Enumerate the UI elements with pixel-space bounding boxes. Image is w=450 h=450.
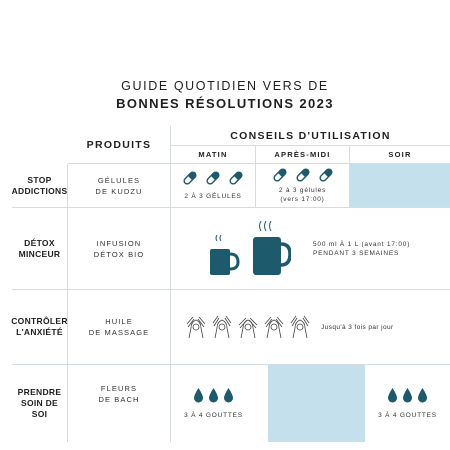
massage-hand-icon (211, 314, 233, 340)
row-label-line: PRENDRE (17, 387, 62, 397)
header-matin (171, 146, 256, 164)
dose-note: 2 à 3 gélules (278, 187, 327, 194)
mug-icon (251, 221, 291, 277)
drop-icon (208, 388, 219, 403)
drop-icon (387, 388, 398, 403)
product-infusion (68, 208, 171, 290)
product-line: DE KUDZU (95, 186, 143, 196)
capsule-icon (318, 167, 334, 183)
dose-note: 3 À 4 GOUTTES (184, 411, 243, 419)
cell-addictions-soir-empty (350, 164, 450, 208)
title-line-1: GUIDE QUOTIDIEN VERS DE (121, 79, 329, 93)
cell-anxiete-conseils (171, 290, 450, 365)
header-apres-midi (256, 146, 350, 164)
mug-icon (207, 235, 241, 277)
header-produits (68, 126, 171, 164)
massage-hand-icon (263, 314, 285, 340)
cell-detox-conseils (171, 208, 450, 290)
header-soir (350, 146, 450, 164)
product-kudzu (68, 164, 171, 208)
capsule-icon (272, 167, 288, 183)
dose-note: PENDANT 3 SEMAINES (313, 249, 400, 257)
drop-icon (402, 388, 413, 403)
dose-note: 3 À 4 GOUTTES (378, 411, 437, 419)
row-label-line: STOP (27, 174, 52, 185)
capsule-icon (182, 170, 198, 186)
massage-hand-icon (237, 314, 259, 340)
row-label-soin (12, 365, 68, 442)
header-conseils (171, 126, 450, 146)
row-label-line: MINCEUR (18, 248, 61, 259)
dose-note: 2 À 3 GÉLULES (184, 193, 242, 200)
cell-addictions-apres-midi (256, 164, 350, 208)
cell-addictions-matin (171, 164, 256, 208)
product-line: GÉLULES (97, 175, 141, 185)
dose-note: 500 ml À 1 L (avant 17:00) (313, 240, 411, 248)
title-line-2: BONNES RÉSOLUTIONS 2023 (116, 96, 334, 111)
product-line: DE BACH (98, 395, 140, 404)
product-line: HUILE (105, 317, 133, 326)
row-label-line: DÉTOX (24, 237, 55, 248)
cell-soin-matin (171, 365, 256, 442)
product-huile (68, 290, 171, 365)
dose-note: Jusqu'à 3 fois par jour (321, 323, 394, 331)
drop-icon (417, 388, 428, 403)
massage-hand-icon (289, 314, 311, 340)
dose-note: (vers 17:00) (280, 196, 325, 203)
header-soir-label: SOIR (388, 150, 412, 159)
cell-soin-soir (365, 365, 450, 442)
header-matin-label: MATIN (198, 150, 228, 159)
product-line: DÉTOX BIO (93, 249, 145, 259)
drop-icon (223, 388, 234, 403)
row-label-detox (12, 208, 68, 290)
header-produits-label: PRODUITS (86, 138, 152, 151)
capsule-icon (295, 167, 311, 183)
row-label-line: SOIN DE SOI (20, 398, 59, 419)
row-label-line: ADDICTIONS (11, 185, 68, 196)
product-line: FLEURS (100, 384, 138, 393)
row-label-line: CONTRÔLER (11, 316, 68, 326)
massage-hand-icon (185, 314, 207, 340)
row-label-line: L'ANXIÉTÉ (16, 327, 63, 337)
row-label-anxiete (12, 290, 68, 365)
product-line: INFUSION (96, 238, 142, 248)
header-conseils-label: CONSEILS D'UTILISATION (230, 129, 391, 142)
drop-icon (193, 388, 204, 403)
guide-table (12, 126, 450, 442)
product-line: DE MASSAGE (88, 328, 150, 337)
row-label-addictions (12, 164, 68, 208)
header-apres-midi-label: APRÈS-MIDI (274, 150, 331, 159)
cell-soin-apres-midi-empty (268, 365, 365, 442)
capsule-icon (228, 170, 244, 186)
product-bach (68, 365, 171, 442)
capsule-icon (205, 170, 221, 186)
